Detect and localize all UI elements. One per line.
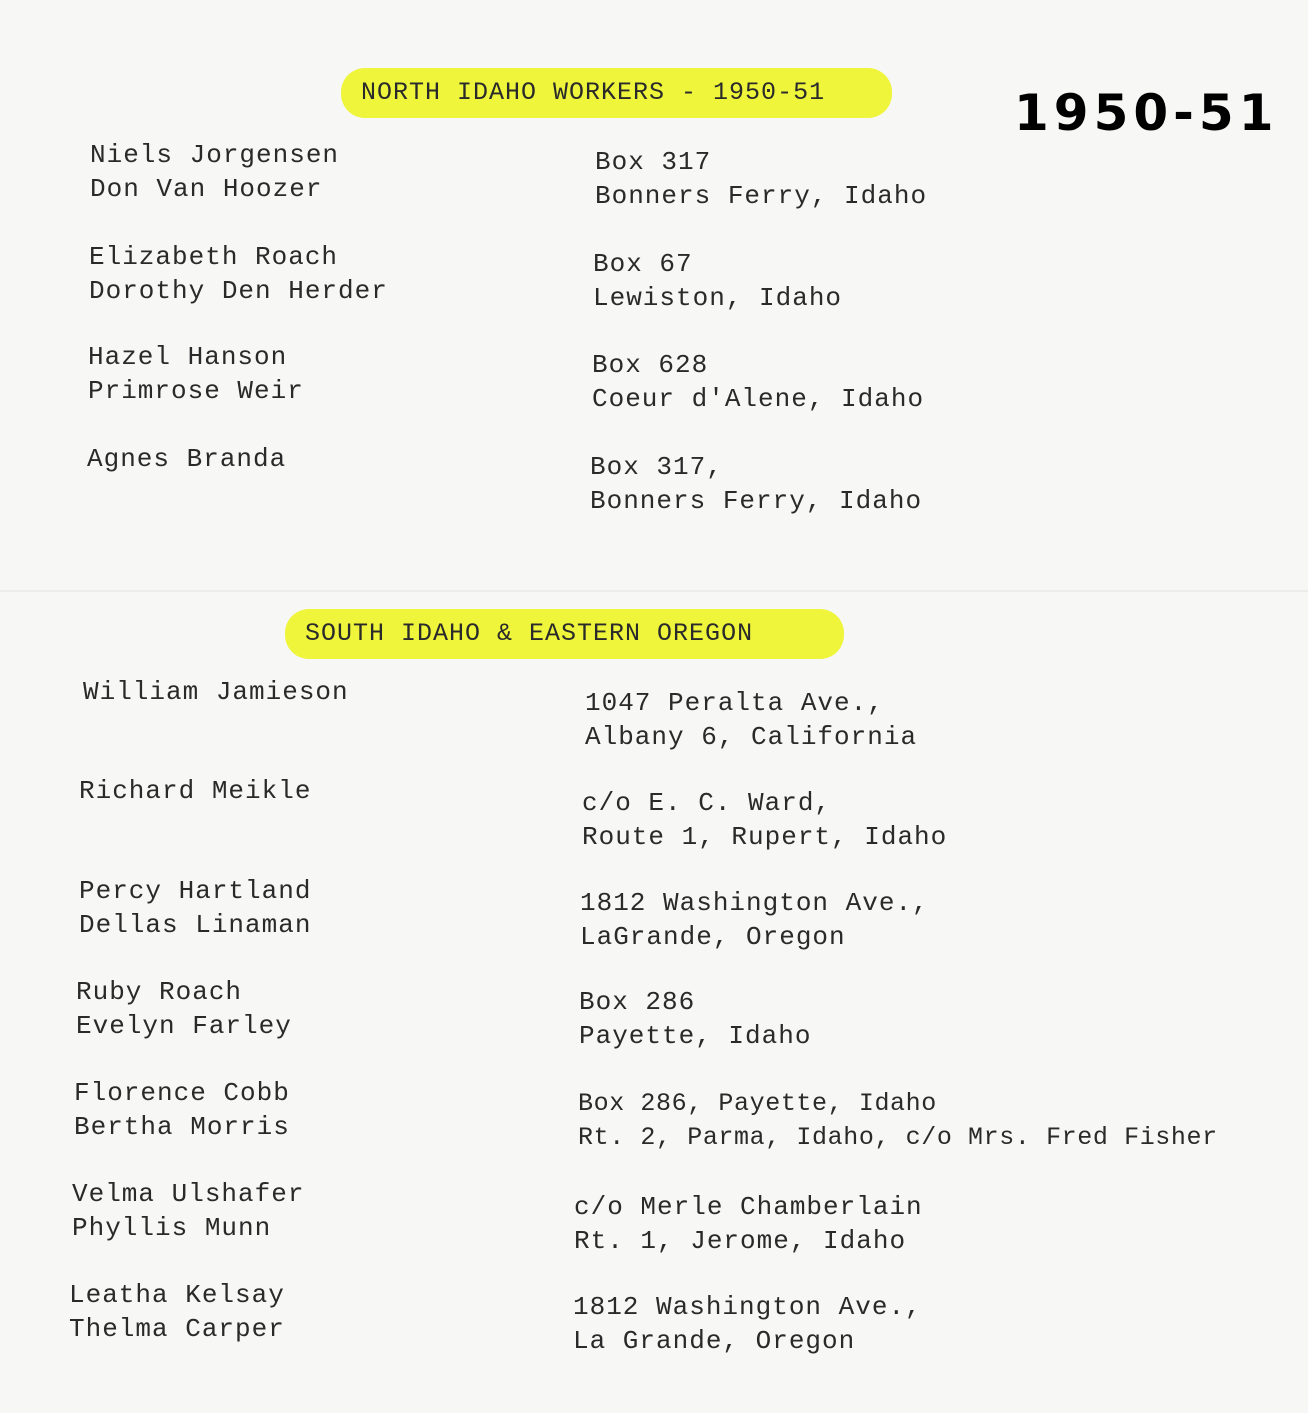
- entry-names: [89, 240, 388, 308]
- address-line: Box 317,: [590, 452, 723, 482]
- address-line: Route 1, Rupert, Idaho: [582, 822, 948, 852]
- entry-address: [585, 686, 917, 754]
- address-line: Box 286, Payette, Idaho: [578, 1089, 937, 1118]
- address-line: Albany 6, California: [585, 722, 918, 752]
- entry-address: [592, 348, 924, 416]
- address-line: Box 67: [593, 249, 693, 279]
- entry-address: [595, 145, 927, 213]
- address-line: c/o E. C. Ward,: [582, 788, 832, 818]
- address-line: Payette, Idaho: [579, 1021, 812, 1051]
- entry-address: [590, 450, 922, 518]
- worker-name: Agnes Branda: [87, 444, 287, 474]
- worker-name: Ruby Roach: [76, 977, 243, 1007]
- entry-address: [578, 1087, 1218, 1155]
- north-section-heading: NORTH IDAHO WORKERS - 1950-51: [341, 68, 892, 118]
- address-line: Coeur d'Alene, Idaho: [592, 384, 925, 414]
- entry-address: [593, 247, 842, 315]
- worker-name: Bertha Morris: [74, 1112, 290, 1142]
- entry-address: [582, 786, 947, 854]
- entry-names: [79, 774, 311, 808]
- entry-names: [69, 1278, 285, 1346]
- entry-names: [88, 340, 304, 408]
- entry-names: [87, 442, 286, 476]
- address-line: Box 628: [592, 350, 709, 380]
- worker-name: Velma Ulshafer: [72, 1179, 305, 1209]
- address-line: Bonners Ferry, Idaho: [595, 181, 928, 211]
- address-line: Lewiston, Idaho: [593, 283, 843, 313]
- address-line: c/o Merle Chamberlain: [574, 1192, 923, 1222]
- entry-address: [573, 1290, 922, 1358]
- address-line: Box 317: [595, 147, 712, 177]
- entry-address: [580, 886, 929, 954]
- address-line: Rt. 2, Parma, Idaho, c/o Mrs. Fred Fisher: [578, 1123, 1218, 1152]
- entry-address: [579, 985, 811, 1053]
- entry-names: [79, 874, 311, 942]
- worker-name: Thelma Carper: [69, 1314, 285, 1344]
- worker-name: Hazel Hanson: [88, 342, 288, 372]
- worker-name: Primrose Weir: [88, 376, 304, 406]
- worker-name: Evelyn Farley: [76, 1011, 292, 1041]
- worker-name: Dorothy Den Herder: [89, 276, 388, 306]
- address-line: La Grande, Oregon: [573, 1326, 856, 1356]
- worker-name: Phyllis Munn: [72, 1213, 272, 1243]
- entry-names: [90, 138, 339, 206]
- entry-address: [574, 1190, 923, 1258]
- worker-name: Percy Hartland: [79, 876, 312, 906]
- address-line: 1812 Washington Ave.,: [573, 1292, 922, 1322]
- page-fold-line: [0, 590, 1308, 592]
- entry-names: [72, 1177, 304, 1245]
- worker-name: Richard Meikle: [79, 776, 312, 806]
- worker-name: Don Van Hoozer: [90, 174, 323, 204]
- worker-name: William Jamieson: [83, 677, 349, 707]
- address-line: Rt. 1, Jerome, Idaho: [574, 1226, 907, 1256]
- address-line: Bonners Ferry, Idaho: [590, 486, 923, 516]
- address-line: 1047 Peralta Ave.,: [585, 688, 884, 718]
- south-section-heading: SOUTH IDAHO & EASTERN OREGON: [285, 609, 844, 659]
- entry-names: [76, 975, 292, 1043]
- worker-name: Florence Cobb: [74, 1078, 290, 1108]
- address-line: LaGrande, Oregon: [580, 922, 846, 952]
- worker-name: Niels Jorgensen: [90, 140, 340, 170]
- entry-names: [74, 1076, 290, 1144]
- worker-name: Leatha Kelsay: [69, 1280, 285, 1310]
- year-stamp: 1950-51: [1014, 84, 1279, 142]
- worker-name: Dellas Linaman: [79, 910, 312, 940]
- worker-name: Elizabeth Roach: [89, 242, 339, 272]
- address-line: 1812 Washington Ave.,: [580, 888, 929, 918]
- entry-names: [83, 675, 349, 709]
- address-line: Box 286: [579, 987, 696, 1017]
